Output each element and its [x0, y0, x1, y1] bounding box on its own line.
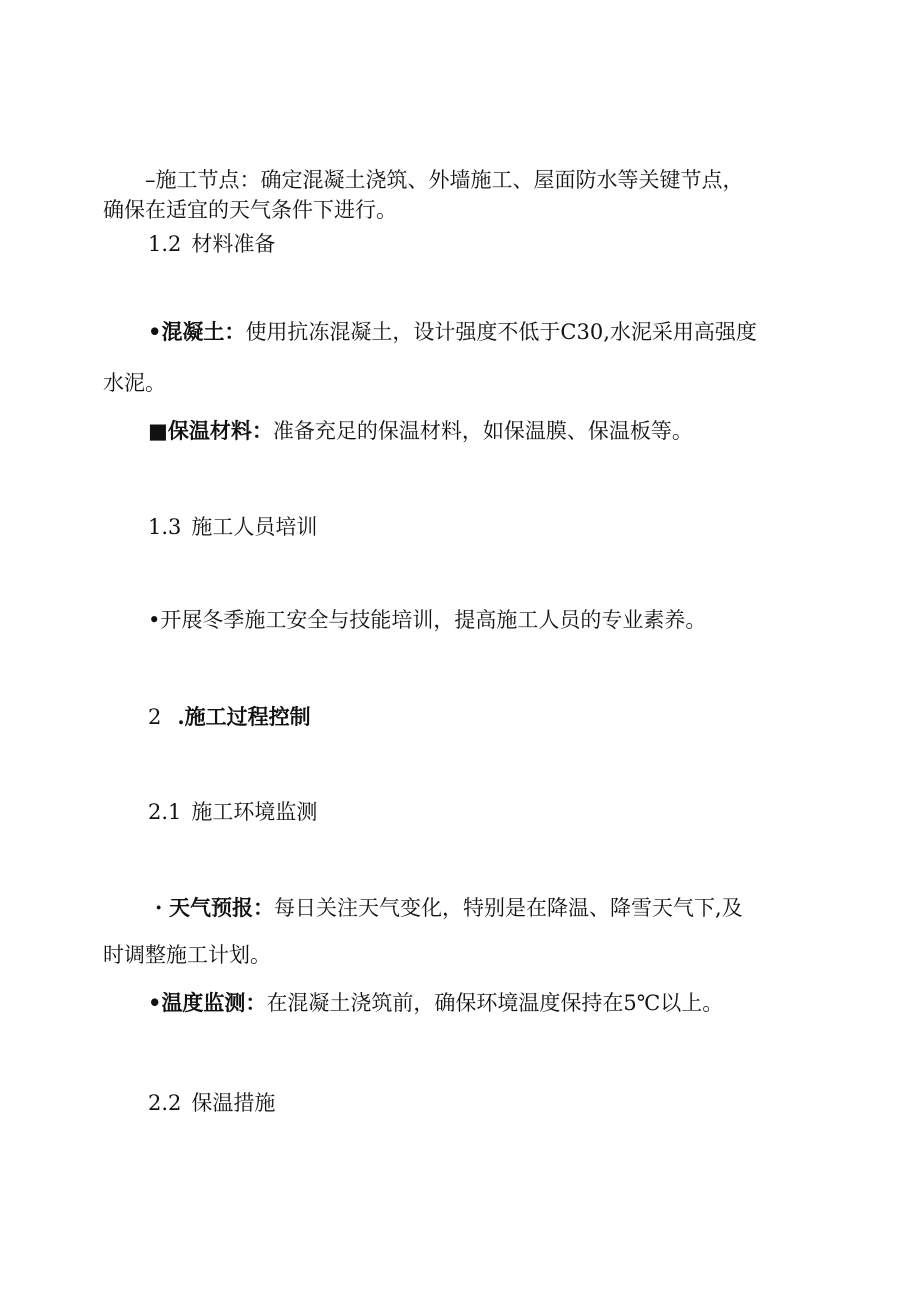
- heading-title: 施工人员培训: [191, 515, 318, 539]
- heading-number: 2.2: [148, 1091, 182, 1115]
- item-label: 混凝土：: [161, 319, 246, 344]
- heading-title: .施工过程控制: [177, 704, 311, 729]
- item-label: 保温材料：: [167, 418, 273, 443]
- heading-1-3: [148, 513, 317, 541]
- item-label: 天气预报：: [169, 895, 274, 920]
- heading-title: 保温措施: [191, 1091, 276, 1115]
- bullet: •: [148, 990, 162, 1015]
- item-text: 每日关注天气变化，特别是在降温、降雪天气下,及: [274, 896, 743, 920]
- item-text: 使用抗冻混凝土，设计强度不低于C30,水泥采用高强度: [245, 320, 757, 344]
- heading-title: 材料准备: [191, 232, 276, 256]
- weather-item: [155, 894, 743, 922]
- item-label: 温度监测：: [161, 990, 267, 1015]
- training-item: •开展冬季施工安全与技能培训，提高施工人员的专业素养。: [148, 608, 707, 632]
- item-text: 在混凝土浇筑前，确保环境温度保持在5℃以上。: [266, 991, 724, 1015]
- heading-number: 1.3: [148, 515, 182, 539]
- concrete-item: [148, 318, 757, 346]
- weather-item-cont: 时调整施工计划。: [103, 943, 271, 967]
- heading-2-2: [148, 1089, 275, 1117]
- heading-1-2: [148, 230, 275, 258]
- heading-number: 2: [148, 705, 162, 729]
- nodes-line-2: 确保在适宜的天气条件下进行。: [103, 198, 397, 222]
- heading-number: 1.2: [148, 232, 182, 256]
- heading-title: 施工环境监测: [191, 800, 318, 824]
- bullet: •: [148, 319, 162, 344]
- heading-number: 2.1: [148, 800, 182, 824]
- nodes-line-1: –施工节点：确定混凝土浇筑、外墙施工、屋面防水等关键节点，: [145, 168, 744, 192]
- bullet: ·: [155, 895, 163, 920]
- heading-2: [148, 703, 311, 731]
- heading-2-1: [148, 798, 317, 826]
- item-text: 准备充足的保温材料，如保温膜、保温板等。: [272, 419, 693, 443]
- concrete-item-cont: 水泥。: [103, 371, 166, 395]
- insulation-item: [148, 417, 693, 445]
- bullet: ■: [148, 418, 168, 443]
- temperature-item: [148, 989, 723, 1017]
